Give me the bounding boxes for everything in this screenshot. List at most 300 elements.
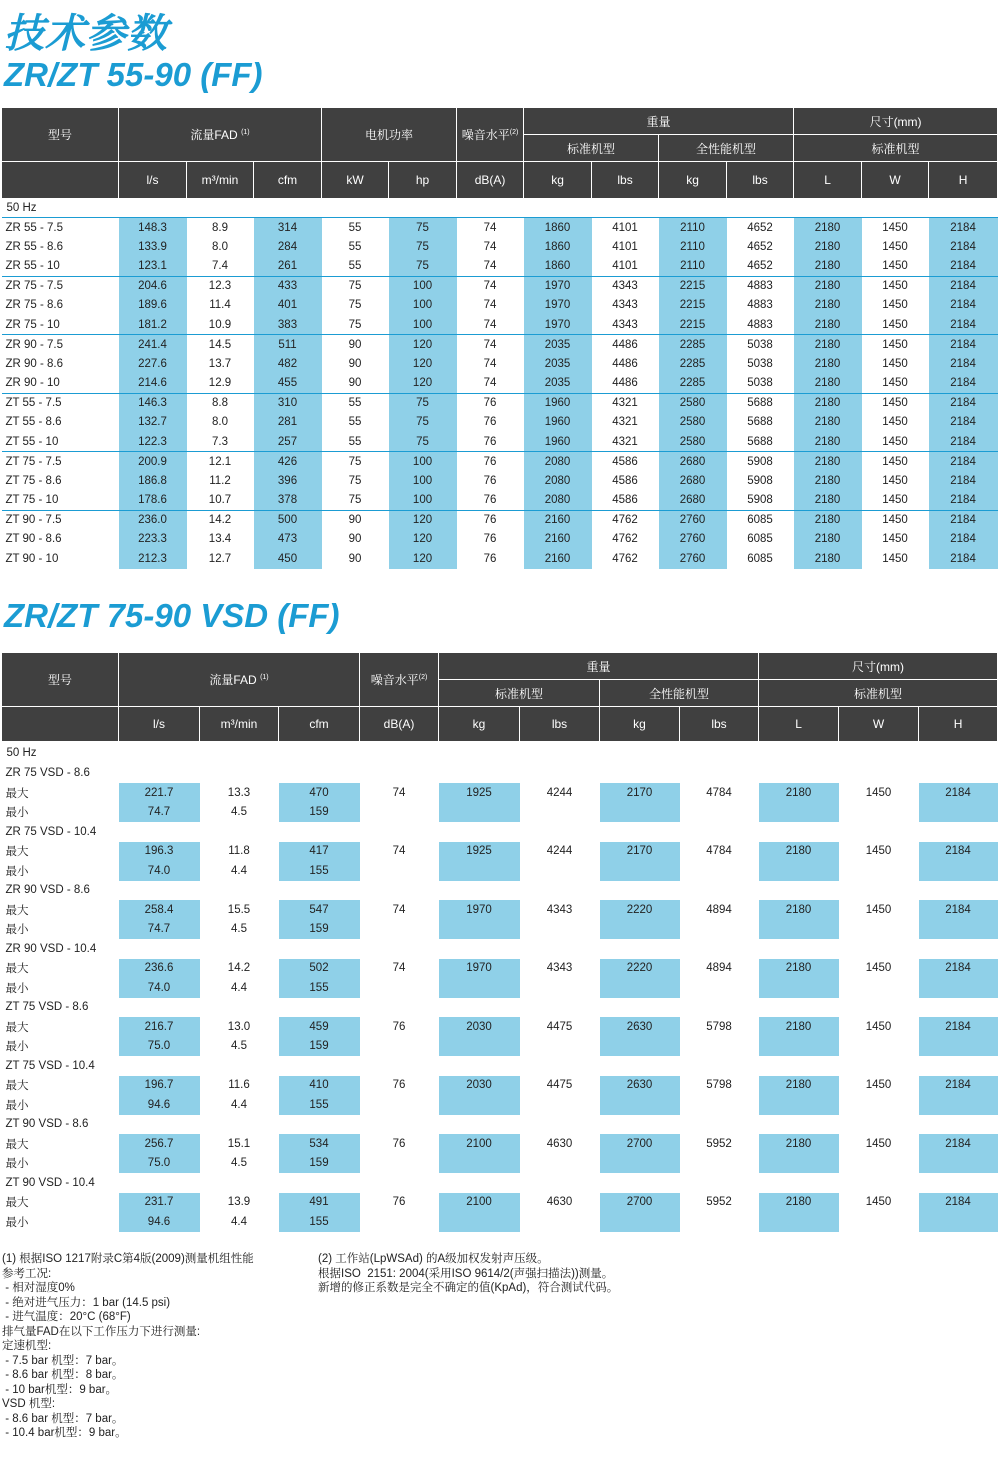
value-cell: 5908 bbox=[727, 452, 794, 472]
value-cell: 2180 bbox=[794, 237, 862, 257]
value-cell: 1860 bbox=[524, 237, 592, 257]
value-cell bbox=[439, 1154, 520, 1174]
value-cell bbox=[520, 1037, 600, 1057]
value-cell: 2184 bbox=[919, 1134, 998, 1154]
value-cell bbox=[839, 803, 919, 823]
value-cell: 196.3 bbox=[119, 842, 200, 862]
value-cell: 4.4 bbox=[200, 1212, 279, 1232]
value-cell: 2285 bbox=[659, 335, 727, 355]
value-cell: 90 bbox=[322, 530, 389, 550]
value-cell: 75 bbox=[322, 296, 389, 316]
value-cell: 2580 bbox=[659, 393, 727, 413]
unit-header: dB(A) bbox=[360, 707, 439, 742]
value-cell: 5798 bbox=[680, 1076, 759, 1096]
value-cell: 4.4 bbox=[200, 861, 279, 881]
value-cell: 2184 bbox=[929, 413, 998, 433]
table-row bbox=[2, 354, 998, 374]
table-row-max bbox=[2, 783, 998, 803]
col-dim-std: 标准机型 bbox=[759, 680, 998, 707]
value-cell: 1450 bbox=[862, 237, 929, 257]
value-cell: 4.5 bbox=[200, 1154, 279, 1174]
value-cell: 120 bbox=[389, 354, 457, 374]
value-cell: 2220 bbox=[600, 959, 680, 979]
footnotes-left bbox=[2, 1252, 254, 1441]
value-cell: 216.7 bbox=[119, 1017, 200, 1037]
value-cell: 75 bbox=[322, 276, 389, 296]
value-cell: 2180 bbox=[794, 471, 862, 491]
value-cell: 4.4 bbox=[200, 978, 279, 998]
value-cell: 1450 bbox=[839, 842, 919, 862]
value-cell bbox=[759, 803, 839, 823]
max-label: 最大 bbox=[5, 1021, 29, 1034]
section1-title: ZR/ZT 55-90 (FF) bbox=[4, 56, 263, 93]
value-cell: 5038 bbox=[727, 354, 794, 374]
table-row-max bbox=[2, 842, 998, 862]
value-cell: 2030 bbox=[439, 1017, 520, 1037]
value-cell: 2180 bbox=[759, 900, 839, 920]
value-cell: 2184 bbox=[919, 783, 998, 803]
value-cell: 1450 bbox=[862, 257, 929, 277]
value-cell bbox=[759, 1095, 839, 1115]
unit-header: L bbox=[794, 162, 862, 199]
value-cell: 1860 bbox=[524, 257, 592, 277]
value-cell: 2080 bbox=[524, 471, 592, 491]
value-cell: 1450 bbox=[862, 393, 929, 413]
col-weight-std: 标准机型 bbox=[524, 135, 659, 162]
value-cell bbox=[919, 920, 998, 940]
table-row bbox=[2, 335, 998, 355]
value-cell: 11.8 bbox=[200, 842, 279, 862]
value-cell: 1450 bbox=[862, 218, 929, 238]
footnote-line: - 10 bar机型：9 bar。 bbox=[2, 1383, 118, 1396]
model-cell: ZT 55 - 7.5 bbox=[2, 393, 119, 413]
value-cell: 4486 bbox=[592, 354, 659, 374]
max-label: 最大 bbox=[5, 1197, 29, 1210]
value-cell: 2160 bbox=[524, 510, 592, 530]
col-noise: 噪音水平$^{(2)}$ bbox=[360, 653, 439, 707]
value-cell: 120 bbox=[389, 510, 457, 530]
value-cell: 7.3 bbox=[187, 432, 254, 452]
footnote-line: - 8.6 bar 机型：7 bar。 bbox=[2, 1412, 124, 1425]
value-cell: 2285 bbox=[659, 374, 727, 394]
min-label: 最小 bbox=[5, 1041, 29, 1054]
value-cell: 76 bbox=[457, 530, 524, 550]
value-cell: 74 bbox=[457, 296, 524, 316]
value-cell: 2035 bbox=[524, 374, 592, 394]
value-cell: 76 bbox=[457, 471, 524, 491]
value-cell bbox=[600, 1037, 680, 1057]
value-cell: 214.6 bbox=[119, 374, 187, 394]
value-cell: 401 bbox=[254, 296, 322, 316]
value-cell bbox=[439, 978, 520, 998]
model-group-label: ZR 90 VSD - 10.4 bbox=[5, 942, 97, 955]
value-cell: 76 bbox=[360, 1017, 439, 1037]
value-cell: 2110 bbox=[659, 257, 727, 277]
value-cell: 4586 bbox=[592, 452, 659, 472]
max-label: 最大 bbox=[5, 787, 29, 800]
value-cell: 5038 bbox=[727, 335, 794, 355]
value-cell: 4762 bbox=[592, 549, 659, 569]
col-dim-std: 标准机型 bbox=[794, 135, 998, 162]
value-cell: 1925 bbox=[439, 783, 520, 803]
value-cell: 2184 bbox=[919, 1076, 998, 1096]
value-cell: 4321 bbox=[592, 432, 659, 452]
value-cell: 378 bbox=[254, 491, 322, 511]
value-cell: 433 bbox=[254, 276, 322, 296]
value-cell: 4883 bbox=[727, 315, 794, 335]
value-cell: 2035 bbox=[524, 354, 592, 374]
model-group-label: ZT 90 VSD - 10.4 bbox=[5, 1176, 95, 1189]
value-cell: 2110 bbox=[659, 237, 727, 257]
value-cell: 1450 bbox=[862, 471, 929, 491]
value-cell bbox=[919, 1037, 998, 1057]
footnote-line: - 7.5 bar 机型：7 bar。 bbox=[2, 1354, 124, 1367]
model-group-label: ZT 90 VSD - 8.6 bbox=[5, 1118, 89, 1131]
value-cell: 1450 bbox=[862, 315, 929, 335]
value-cell: 4244 bbox=[520, 783, 600, 803]
value-cell: 5038 bbox=[727, 374, 794, 394]
value-cell: 2184 bbox=[929, 237, 998, 257]
value-cell bbox=[439, 861, 520, 881]
value-cell: 1450 bbox=[862, 354, 929, 374]
value-cell: 2220 bbox=[600, 900, 680, 920]
table-row-max bbox=[2, 1193, 998, 1213]
model-cell: ZR 55 - 10 bbox=[5, 260, 60, 272]
value-cell: 100 bbox=[389, 276, 457, 296]
value-cell: 13.0 bbox=[200, 1017, 279, 1037]
unit-header: hp bbox=[389, 162, 457, 199]
value-cell: 5688 bbox=[727, 413, 794, 433]
value-cell: 74 bbox=[457, 315, 524, 335]
table-row-min bbox=[2, 861, 998, 881]
value-cell: 75 bbox=[389, 432, 457, 452]
value-cell: 2110 bbox=[659, 218, 727, 238]
value-cell: 1450 bbox=[862, 276, 929, 296]
value-cell: 100 bbox=[389, 452, 457, 472]
value-cell bbox=[919, 803, 998, 823]
value-cell: 155 bbox=[279, 1095, 360, 1115]
value-cell: 2030 bbox=[439, 1076, 520, 1096]
value-cell: 2184 bbox=[929, 296, 998, 316]
value-cell bbox=[680, 1037, 759, 1057]
model-cell: ZR 90 - 8.6 bbox=[5, 357, 64, 370]
value-cell: 417 bbox=[279, 842, 360, 862]
value-cell: 396 bbox=[254, 471, 322, 491]
value-cell: 75 bbox=[322, 315, 389, 335]
value-cell: 7.4 bbox=[187, 257, 254, 277]
value-cell: 200.9 bbox=[119, 452, 187, 472]
value-cell: 459 bbox=[279, 1017, 360, 1037]
value-cell: 2760 bbox=[659, 530, 727, 550]
value-cell: 4343 bbox=[520, 959, 600, 979]
min-label: 最小 bbox=[5, 1099, 29, 1112]
value-cell: 2700 bbox=[600, 1134, 680, 1154]
value-cell: 4894 bbox=[680, 959, 759, 979]
value-cell: 74 bbox=[457, 237, 524, 257]
value-cell: 502 bbox=[279, 959, 360, 979]
value-cell: 159 bbox=[279, 1037, 360, 1057]
value-cell: 383 bbox=[254, 315, 322, 335]
value-cell: 94.6 bbox=[119, 1212, 200, 1232]
value-cell: 1450 bbox=[839, 1017, 919, 1037]
value-cell bbox=[439, 803, 520, 823]
value-cell bbox=[439, 920, 520, 940]
value-cell: 123.1 bbox=[119, 257, 187, 277]
value-cell: 12.3 bbox=[187, 276, 254, 296]
value-cell: 1960 bbox=[524, 413, 592, 433]
table-row bbox=[2, 491, 998, 511]
model-cell: ZT 90 - 8.6 bbox=[5, 533, 62, 546]
value-cell: 75.0 bbox=[119, 1037, 200, 1057]
value-cell bbox=[919, 1154, 998, 1174]
footnote-line: 新增的修正系数是完全不确定的值(KpAd)，符合测试代码。 bbox=[318, 1282, 619, 1294]
value-cell: 4101 bbox=[592, 257, 659, 277]
value-cell: 1860 bbox=[524, 218, 592, 238]
value-cell bbox=[839, 1212, 919, 1232]
value-cell bbox=[600, 920, 680, 940]
value-cell bbox=[759, 861, 839, 881]
value-cell: 2180 bbox=[794, 510, 862, 530]
unit-header: H bbox=[929, 162, 998, 199]
value-cell: 76 bbox=[457, 491, 524, 511]
value-cell bbox=[600, 1154, 680, 1174]
unit-header: W bbox=[862, 162, 929, 199]
footnote-line: (1) 根据ISO 1217附录C第4版(2009)测量机组性能 bbox=[2, 1253, 254, 1265]
value-cell: 2680 bbox=[659, 452, 727, 472]
value-cell bbox=[839, 1037, 919, 1057]
value-cell: 6085 bbox=[727, 510, 794, 530]
value-cell bbox=[360, 1037, 439, 1057]
value-cell: 189.6 bbox=[119, 296, 187, 316]
value-cell: 2180 bbox=[794, 393, 862, 413]
value-cell bbox=[680, 1095, 759, 1115]
value-cell: 1450 bbox=[862, 374, 929, 394]
value-cell bbox=[360, 1095, 439, 1115]
value-cell: 75 bbox=[389, 413, 457, 433]
col-dimensions: 尺寸(mm) bbox=[759, 653, 998, 680]
col-model: 型号 bbox=[2, 108, 119, 162]
unit-header: kg bbox=[659, 162, 727, 199]
value-cell: 74.7 bbox=[119, 920, 200, 940]
value-cell: 186.8 bbox=[119, 471, 187, 491]
model-cell: ZT 75 - 7.5 bbox=[2, 452, 119, 472]
model-cell: ZT 75 - 8.6 bbox=[5, 474, 62, 487]
value-cell: 1925 bbox=[439, 842, 520, 862]
value-cell: 236.0 bbox=[119, 510, 187, 530]
value-cell: 4343 bbox=[520, 900, 600, 920]
value-cell: 74 bbox=[457, 354, 524, 374]
value-cell bbox=[919, 861, 998, 881]
value-cell: 4762 bbox=[592, 530, 659, 550]
min-label: 最小 bbox=[5, 982, 29, 995]
value-cell: 2180 bbox=[794, 276, 862, 296]
value-cell: 1450 bbox=[839, 900, 919, 920]
value-cell: 90 bbox=[322, 510, 389, 530]
value-cell bbox=[680, 1154, 759, 1174]
value-cell: 470 bbox=[279, 783, 360, 803]
value-cell: 2180 bbox=[794, 432, 862, 452]
value-cell: 2580 bbox=[659, 413, 727, 433]
value-cell: 212.3 bbox=[119, 549, 187, 569]
value-cell: 1450 bbox=[862, 549, 929, 569]
max-label: 最大 bbox=[5, 846, 29, 859]
value-cell: 1450 bbox=[839, 959, 919, 979]
value-cell: 120 bbox=[389, 374, 457, 394]
value-cell: 2580 bbox=[659, 432, 727, 452]
value-cell: 75 bbox=[389, 237, 457, 257]
value-cell: 2760 bbox=[659, 549, 727, 569]
unit-header: kW bbox=[322, 162, 389, 199]
value-cell: 2285 bbox=[659, 354, 727, 374]
value-cell: 1450 bbox=[862, 296, 929, 316]
value-cell: 5798 bbox=[680, 1017, 759, 1037]
value-cell: 473 bbox=[254, 530, 322, 550]
value-cell: 12.7 bbox=[187, 549, 254, 569]
value-cell bbox=[680, 978, 759, 998]
value-cell: 14.2 bbox=[187, 510, 254, 530]
value-cell: 482 bbox=[254, 354, 322, 374]
value-cell: 100 bbox=[389, 296, 457, 316]
value-cell: 1450 bbox=[862, 413, 929, 433]
table-row-min bbox=[2, 1212, 998, 1232]
value-cell: 258.4 bbox=[119, 900, 200, 920]
value-cell: 2180 bbox=[794, 218, 862, 238]
value-cell: 76 bbox=[457, 549, 524, 569]
value-cell: 4652 bbox=[727, 218, 794, 238]
value-cell bbox=[520, 1154, 600, 1174]
footnote-line: (2) 工作站(LpWSAd) 的A级加权发射声压级。 bbox=[318, 1253, 549, 1265]
value-cell: 100 bbox=[389, 471, 457, 491]
value-cell: 2184 bbox=[919, 959, 998, 979]
value-cell: 74.0 bbox=[119, 978, 200, 998]
value-cell: 4784 bbox=[680, 783, 759, 803]
unit-header: m³/min bbox=[200, 707, 279, 742]
table-row bbox=[2, 393, 998, 413]
table-row bbox=[2, 257, 998, 277]
table-row-min bbox=[2, 978, 998, 998]
value-cell: 120 bbox=[389, 530, 457, 550]
value-cell: 1960 bbox=[524, 432, 592, 452]
value-cell: 55 bbox=[322, 413, 389, 433]
value-cell: 4.5 bbox=[200, 1037, 279, 1057]
max-label: 最大 bbox=[5, 904, 29, 917]
table-row bbox=[2, 530, 998, 550]
value-cell: 2184 bbox=[929, 549, 998, 569]
value-cell: 133.9 bbox=[119, 237, 187, 257]
footnote-line: - 进气温度：20°C (68°F) bbox=[2, 1311, 131, 1323]
value-cell: 55 bbox=[322, 237, 389, 257]
unit-header: lbs bbox=[727, 162, 794, 199]
table-row bbox=[2, 471, 998, 491]
value-cell: 2170 bbox=[600, 783, 680, 803]
value-cell: 5952 bbox=[680, 1134, 759, 1154]
value-cell: 2180 bbox=[759, 783, 839, 803]
value-cell bbox=[520, 861, 600, 881]
value-cell: 1450 bbox=[862, 335, 929, 355]
value-cell: 2184 bbox=[929, 374, 998, 394]
value-cell: 75 bbox=[322, 491, 389, 511]
value-cell: 1450 bbox=[839, 1076, 919, 1096]
value-cell: 1970 bbox=[524, 315, 592, 335]
value-cell bbox=[680, 920, 759, 940]
value-cell: 5688 bbox=[727, 393, 794, 413]
value-cell: 4586 bbox=[592, 491, 659, 511]
value-cell: 75 bbox=[389, 257, 457, 277]
value-cell: 196.7 bbox=[119, 1076, 200, 1096]
value-cell: 122.3 bbox=[119, 432, 187, 452]
value-cell: 4652 bbox=[727, 257, 794, 277]
max-label: 最大 bbox=[5, 1080, 29, 1093]
value-cell: 12.9 bbox=[187, 374, 254, 394]
value-cell: 2180 bbox=[794, 452, 862, 472]
unit-header: kg bbox=[439, 707, 520, 742]
value-cell: 1450 bbox=[839, 1134, 919, 1154]
value-cell: 5908 bbox=[727, 491, 794, 511]
model-cell: ZR 90 - 7.5 bbox=[2, 335, 119, 355]
value-cell: 2630 bbox=[600, 1076, 680, 1096]
table-row bbox=[2, 413, 998, 433]
value-cell: 90 bbox=[322, 549, 389, 569]
value-cell: 13.9 bbox=[200, 1193, 279, 1213]
table-row-min bbox=[2, 920, 998, 940]
value-cell: 1970 bbox=[524, 276, 592, 296]
unit-header: cfm bbox=[254, 162, 322, 199]
value-cell: 2180 bbox=[759, 959, 839, 979]
table-row-min bbox=[2, 803, 998, 823]
value-cell: 74.7 bbox=[119, 803, 200, 823]
value-cell: 155 bbox=[279, 978, 360, 998]
value-cell: 410 bbox=[279, 1076, 360, 1096]
value-cell: 4475 bbox=[520, 1076, 600, 1096]
model-group-label: ZR 90 VSD - 8.6 bbox=[5, 884, 90, 897]
value-cell bbox=[919, 1212, 998, 1232]
value-cell bbox=[360, 920, 439, 940]
value-cell bbox=[919, 1095, 998, 1115]
value-cell: 4343 bbox=[592, 276, 659, 296]
value-cell: 6085 bbox=[727, 530, 794, 550]
value-cell: 2215 bbox=[659, 296, 727, 316]
value-cell: 491 bbox=[279, 1193, 360, 1213]
footnote-line: - 相对湿度0% bbox=[2, 1282, 75, 1294]
value-cell: 5952 bbox=[680, 1193, 759, 1213]
value-cell bbox=[839, 861, 919, 881]
value-cell bbox=[520, 978, 600, 998]
value-cell: 2184 bbox=[929, 471, 998, 491]
value-cell: 76 bbox=[457, 510, 524, 530]
value-cell: 4343 bbox=[592, 315, 659, 335]
value-cell: 10.7 bbox=[187, 491, 254, 511]
value-cell: 2184 bbox=[929, 530, 998, 550]
value-cell: 4894 bbox=[680, 900, 759, 920]
value-cell: 76 bbox=[360, 1076, 439, 1096]
value-cell: 10.9 bbox=[187, 315, 254, 335]
footnote-line: - 8.6 bar 机型：8 bar。 bbox=[2, 1369, 124, 1381]
max-label: 最大 bbox=[5, 963, 29, 976]
value-cell: 148.3 bbox=[119, 218, 187, 238]
value-cell bbox=[360, 861, 439, 881]
value-cell: 2184 bbox=[929, 257, 998, 277]
value-cell: 181.2 bbox=[119, 315, 187, 335]
value-cell bbox=[600, 861, 680, 881]
value-cell: 2180 bbox=[794, 257, 862, 277]
footnote-line: - 绝对进气压力：1 bar (14.5 psi) bbox=[2, 1296, 171, 1309]
value-cell: 94.6 bbox=[119, 1095, 200, 1115]
value-cell: 4652 bbox=[727, 237, 794, 257]
value-cell: 534 bbox=[279, 1134, 360, 1154]
footnote-line: VSD 机型: bbox=[2, 1398, 56, 1410]
value-cell: 146.3 bbox=[119, 393, 187, 413]
value-cell: 257 bbox=[254, 432, 322, 452]
